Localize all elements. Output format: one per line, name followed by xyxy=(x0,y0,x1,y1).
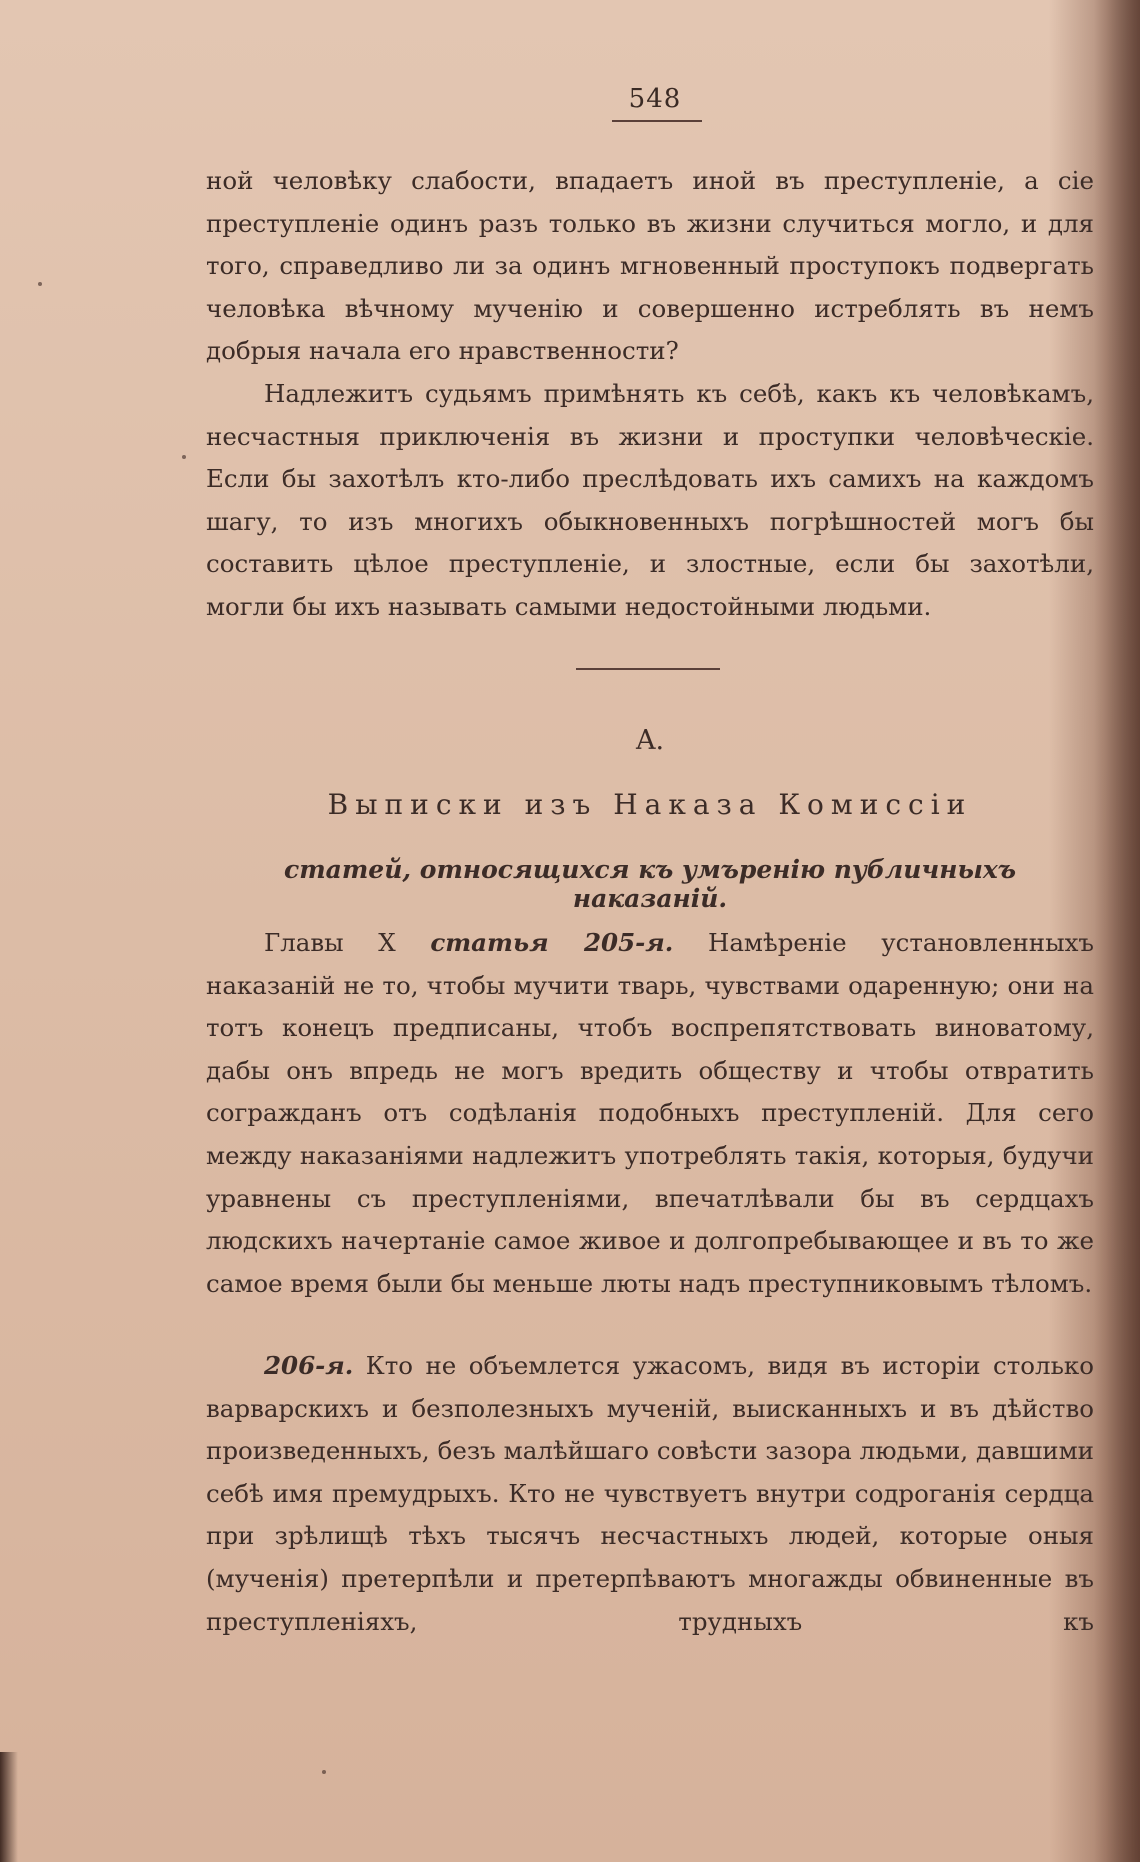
paragraph-continuation xyxy=(206,160,1094,373)
article-205-prefix: Главы X xyxy=(264,928,431,957)
article-206 xyxy=(206,1345,1094,1643)
article-205-label: статья 205-я. xyxy=(430,928,674,957)
paragraph-1-text: ной человѣку слабости, впадаетъ иной въ преступленіе, а сіе преступленіе одинъ разъ только въ жизни случиться могло, и для того, справедливо ли за одинъ мгновенный проступокъ подвергать человѣка вѣчному мученію и совершенно истреблять въ немъ добрыя начала его нравственности? xyxy=(206,166,1094,366)
article-205-paragraph xyxy=(206,922,1094,1305)
paragraph-judges xyxy=(206,373,1094,629)
article-205 xyxy=(206,922,1094,1305)
article-206-paragraph xyxy=(206,1345,1094,1643)
page-gutter-shadow xyxy=(1094,0,1140,1862)
paragraph-2-text: Надлежитъ судьямъ примѣнять къ себѣ, какъ къ человѣкамъ, несчастныя приключенія въ жизни и проступки человѣческіе. Если бы захотѣлъ кто-либо преслѣдовать ихъ самихъ на каждомъ шагу, то изъ многихъ обыкновенныхъ погрѣшностей могъ бы составить цѣлое преступленіе, и злостные, если бы захотѣли, могли бы ихъ называть самыми недостойными людьми. xyxy=(206,379,1094,621)
page-number-rule xyxy=(612,120,702,122)
page-number: 548 xyxy=(628,84,682,114)
article-205-body: Намѣреніе установленныхъ наказаній не то, чтобы мучити тварь, чувствами одаренную; они на тотъ конецъ предписаны, чтобъ воспрепятствовать виноватому, дабы онъ впредь не могъ вредить обществу и чтобы отвратить согражданъ отъ содѣланія подобныхъ преступленій. Для сего между наказаніями надлежитъ употреблять такія, которыя, будучи уравнены съ преступленіями, впечатлѣвали бы въ сердцахъ людскихъ начертаніе самое живое и долгопребывающее и въ то же самое время были бы меньше люты надъ преступниковымъ тѣломъ. xyxy=(206,928,1095,1298)
section-letter: A. xyxy=(635,725,665,756)
section-subtitle: статей, относящихся къ умъренію публичныхъ наказаній. xyxy=(283,855,1017,913)
scan-speck xyxy=(182,455,186,459)
article-206-body: Кто не объемлется ужасомъ, видя въ исторіи столько варварскихъ и безполезныхъ мученій, выисканныхъ и въ дѣйство произведенныхъ, безъ малѣйшаго совѣсти зазора людьми, давшими себѣ имя премудрыхъ. Кто не чувствуетъ внутри содроганія сердца при зрѣлищѣ тѣхъ тысячъ несчастныхъ людей, которые оныя (мученія) претерпѣли и претерпѣваютъ многажды обвиненные въ преступленіяхъ, трудныхъ къ xyxy=(206,1351,1094,1636)
section-divider xyxy=(576,668,720,670)
page-corner-shadow xyxy=(0,1752,18,1862)
scan-speck xyxy=(322,1770,326,1774)
scan-speck xyxy=(38,282,42,286)
article-206-label: 206-я. xyxy=(264,1351,354,1380)
section-title: Выписки изъ Наказа Комиссіи xyxy=(327,788,973,821)
